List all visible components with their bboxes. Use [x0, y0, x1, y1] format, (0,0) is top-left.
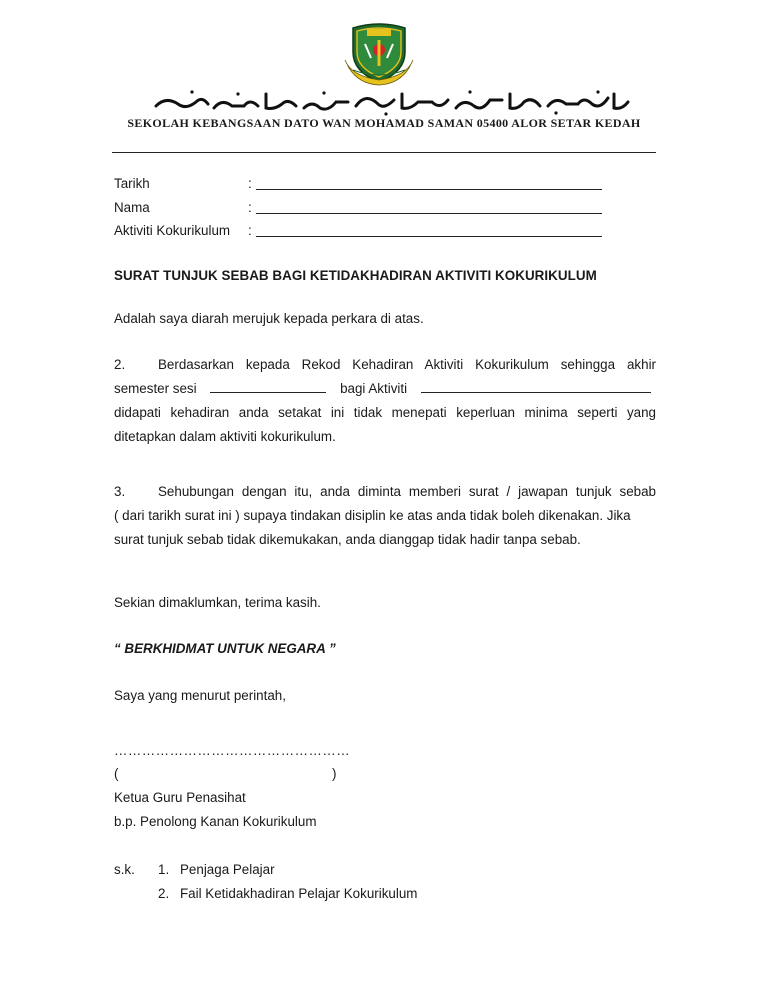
signatory-title: Ketua Guru Penasihat [114, 790, 246, 805]
cc-item-1-number: 1. [158, 862, 170, 877]
p3-line1: Sehubungan dengan itu, anda diminta memberi surat / jawapan tunjuk sebab [158, 484, 656, 499]
letter-subject: SURAT TUNJUK SEBAB BAGI KETIDAKHADIRAN AKTIVITI KOKURIKULUM [114, 268, 597, 283]
nama-blank-line[interactable] [256, 213, 602, 214]
p2-line3: didapati kehadiran anda setakat ini tidak menepati keperluan minima seperti yang [114, 405, 656, 420]
signature-dots[interactable]: …………………………………………… [114, 743, 351, 758]
header-divider [112, 152, 656, 153]
p2-aktiviti-text: bagi Aktiviti [340, 381, 408, 396]
closing-line: Sekian dimaklumkan, terima kasih. [114, 595, 321, 610]
school-crest-icon [343, 22, 415, 86]
aktiviti-separator: : [248, 223, 252, 238]
tarikh-separator: : [248, 176, 252, 191]
p2-line4: ditetapkan dalam aktiviti kokurikulum. [114, 429, 336, 444]
name-open-paren: ( [114, 766, 119, 781]
cc-item-2-number: 2. [158, 886, 170, 901]
name-close-paren: ) [332, 766, 337, 781]
cc-item-2-text: Fail Ketidakhadiran Pelajar Kokurikulum [180, 886, 418, 901]
opening-line: Adalah saya diarah merujuk kepada perkara di atas. [114, 311, 424, 326]
motto: “ BERKHIDMAT UNTUK NEGARA ” [114, 641, 336, 656]
aktiviti-label: Aktiviti Kokurikulum [114, 223, 231, 238]
p2-line1: Berdasarkan kepada Rekod Kehadiran Aktiviti Kokurikulum sehingga akhir [158, 357, 656, 372]
cc-item-1-text: Penjaga Pelajar [180, 862, 275, 877]
p3-number: 3. [114, 484, 126, 499]
p2-line2 [114, 381, 656, 397]
sesi-blank-line[interactable] [210, 381, 326, 393]
aktiviti-blank-line-2[interactable] [421, 381, 651, 393]
nama-label: Nama [114, 200, 150, 215]
tarikh-label: Tarikh [114, 176, 150, 191]
p2-semester-text: semester sesi [114, 381, 197, 396]
school-name: SEKOLAH KEBANGSAAN DATO WAN MOHAMAD SAMAN 05400 ALOR SETAR KEDAH [127, 116, 641, 130]
aktiviti-blank-line[interactable] [256, 236, 602, 237]
p3-line3: surat tunjuk sebab tidak dikemukakan, anda dianggap tidak hadir tanpa sebab. [114, 532, 581, 547]
nama-separator: : [248, 200, 252, 215]
jawi-calligraphy-banner [152, 88, 632, 116]
cc-label: s.k. [114, 862, 135, 877]
tarikh-blank-line[interactable] [256, 189, 602, 190]
p3-line2: ( dari tarikh surat ini ) supaya tindakan disiplin ke atas anda tidak boleh dikenakan. Jika [114, 508, 631, 523]
signoff-line: Saya yang menurut perintah, [114, 688, 286, 703]
signatory-subtitle: b.p. Penolong Kanan Kokurikulum [114, 814, 317, 829]
p2-number: 2. [114, 357, 126, 372]
